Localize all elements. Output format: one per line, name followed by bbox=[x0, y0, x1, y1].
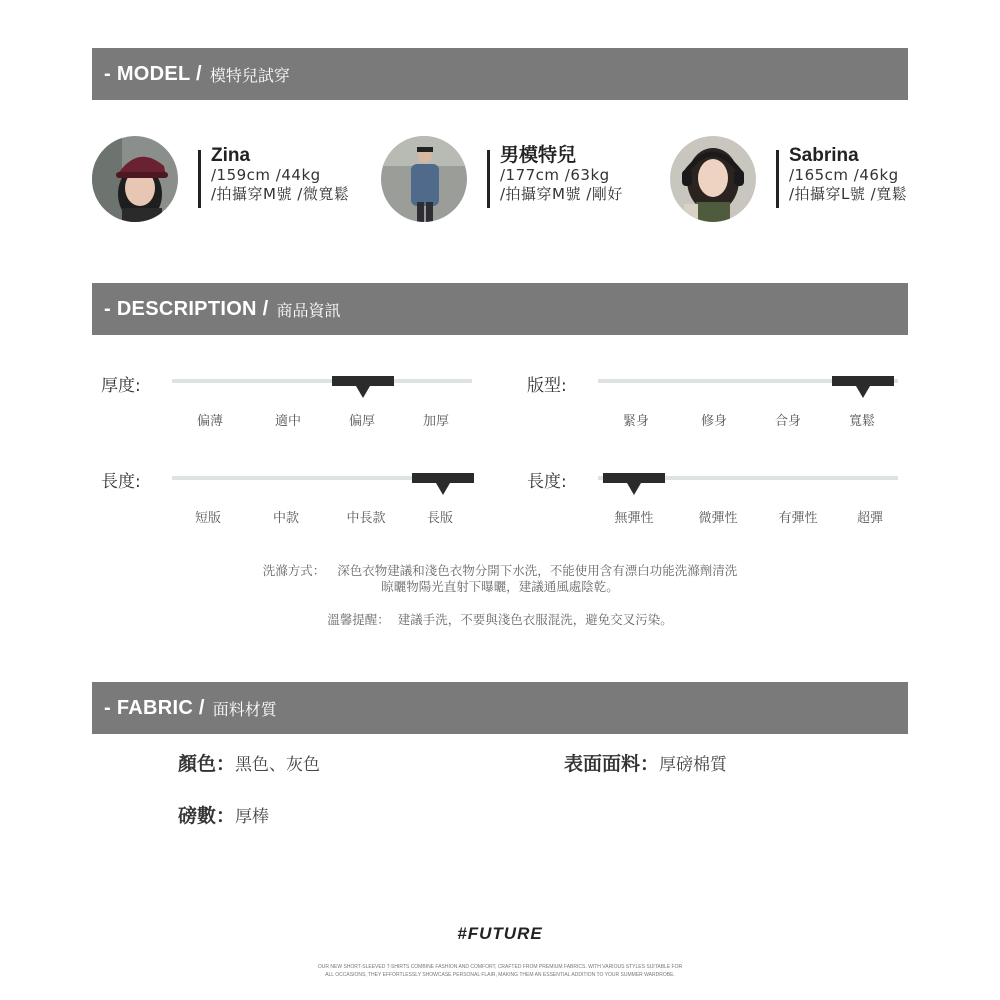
fabric-surface-value: 厚磅棉質 bbox=[659, 755, 728, 775]
footer-text bbox=[0, 963, 1000, 979]
fabric-surface bbox=[564, 749, 727, 776]
fabric-color bbox=[178, 749, 320, 776]
wash-instructions bbox=[0, 563, 1000, 579]
fabric-header-en: - FABRIC / bbox=[104, 696, 205, 719]
elasticity-tick: 無彈性 bbox=[614, 511, 654, 526]
description-section-header bbox=[92, 283, 908, 335]
fabric-surface-label: 表面面料： bbox=[564, 753, 660, 775]
footer-line2: ALL OCCASIONS, THEY EFFORTLESSLY SHOWCASE PERSONAL FLAIR, MAKING THEM AN ESSENTIAL ADDITION TO YOUR SUMMER WARDROBE. bbox=[325, 972, 675, 978]
length-tick: 長版 bbox=[426, 511, 454, 526]
length-tick: 短版 bbox=[194, 511, 222, 526]
model-fit: /拍攝穿M號 /剛好 bbox=[500, 185, 623, 203]
elasticity-tick: 微彈性 bbox=[698, 511, 738, 526]
footer-line1: OUR NEW SHORT-SLEEVED T-SHIRTS COMBINE FASHION AND COMFORT, CRAFTED FROM PREMIUM FABRICS. WITH VARIOUS STYLES SUITABLE FOR bbox=[317, 964, 683, 970]
fabric-color-label: 顏色： bbox=[178, 753, 236, 775]
thickness-tick: 加厚 bbox=[422, 414, 450, 429]
model-section-header bbox=[92, 48, 908, 100]
thickness-marker bbox=[332, 376, 394, 386]
model-name: 男模特兒 bbox=[500, 145, 577, 166]
model-fit: /拍攝穿M號 /微寬鬆 bbox=[211, 185, 350, 203]
fabric-weight-value: 厚棒 bbox=[235, 807, 270, 827]
thickness-tick: 偏厚 bbox=[348, 414, 376, 429]
fit-tick: 合身 bbox=[774, 414, 802, 429]
thickness-tick: 偏薄 bbox=[196, 414, 224, 429]
description-header-en: - DESCRIPTION / bbox=[104, 297, 269, 320]
tip-text: 建議手洗，不要與淺色衣服混洗，避免交叉污染。 bbox=[397, 612, 673, 627]
model-size: /165cm /46kg bbox=[789, 166, 899, 184]
elasticity-label: 長度: bbox=[527, 472, 567, 492]
fabric-weight bbox=[178, 801, 269, 828]
fit-tick: 寬鬆 bbox=[848, 414, 876, 429]
thickness-pointer-icon bbox=[356, 386, 370, 398]
fit-tick: 修身 bbox=[700, 414, 728, 429]
fit-label: 版型: bbox=[527, 376, 567, 396]
model-info-sabrina bbox=[776, 145, 908, 208]
fit-tick: 緊身 bbox=[622, 414, 650, 429]
tip-label: 溫馨提醒： bbox=[327, 612, 390, 627]
fabric-weight-label: 磅數： bbox=[178, 805, 236, 827]
fabric-section-header bbox=[92, 682, 908, 734]
length-label: 長度: bbox=[101, 472, 141, 492]
model-size: /159cm /44kg bbox=[211, 166, 321, 184]
model-name: Zina bbox=[211, 145, 251, 166]
model-card-male bbox=[381, 136, 671, 224]
model-header-en: - MODEL / bbox=[104, 62, 202, 85]
fabric-color-value: 黑色、灰色 bbox=[235, 755, 321, 775]
model-photo-zina bbox=[92, 136, 178, 222]
length-tick: 中款 bbox=[272, 511, 300, 526]
model-card-zina bbox=[92, 136, 382, 224]
model-fit: /拍攝穿L號 /寬鬆 bbox=[789, 185, 908, 203]
fit-marker bbox=[832, 376, 894, 386]
elasticity-tick: 有彈性 bbox=[778, 511, 818, 526]
model-info-male bbox=[487, 145, 623, 208]
length-pointer-icon bbox=[436, 483, 450, 495]
model-info-zina bbox=[198, 145, 350, 208]
model-size: /177cm /63kg bbox=[500, 166, 610, 184]
wash-text-line1: 深色衣物建議和淺色衣物分開下水洗，不能使用含有漂白功能洗滌劑清洗 bbox=[337, 563, 738, 578]
model-name: Sabrina bbox=[789, 145, 859, 166]
thickness-tick: 適中 bbox=[274, 414, 302, 429]
elasticity-marker bbox=[603, 473, 665, 483]
thickness-track bbox=[172, 379, 472, 383]
wash-text-line2: 晾曬物陽光直射下曝曬，建議通風處陰乾。 bbox=[381, 579, 619, 594]
description-header-zh: 商品資訊 bbox=[276, 300, 341, 320]
length-marker bbox=[412, 473, 474, 483]
fit-pointer-icon bbox=[856, 386, 870, 398]
brand-logo: #FUTURE bbox=[457, 924, 543, 943]
model-card-sabrina bbox=[670, 136, 970, 224]
elasticity-pointer-icon bbox=[627, 483, 641, 495]
care-tip bbox=[0, 612, 1000, 628]
wash-label: 洗滌方式： bbox=[262, 563, 326, 578]
model-header-zh: 模特兒試穿 bbox=[209, 65, 290, 85]
length-tick: 中長款 bbox=[346, 511, 386, 526]
thickness-label: 厚度: bbox=[101, 376, 141, 396]
fabric-header-zh: 面料材質 bbox=[212, 699, 277, 719]
model-photo-sabrina bbox=[670, 136, 756, 222]
model-photo-male bbox=[381, 136, 467, 222]
wash-instructions-line2 bbox=[0, 579, 1000, 595]
elasticity-tick: 超彈 bbox=[856, 511, 884, 526]
